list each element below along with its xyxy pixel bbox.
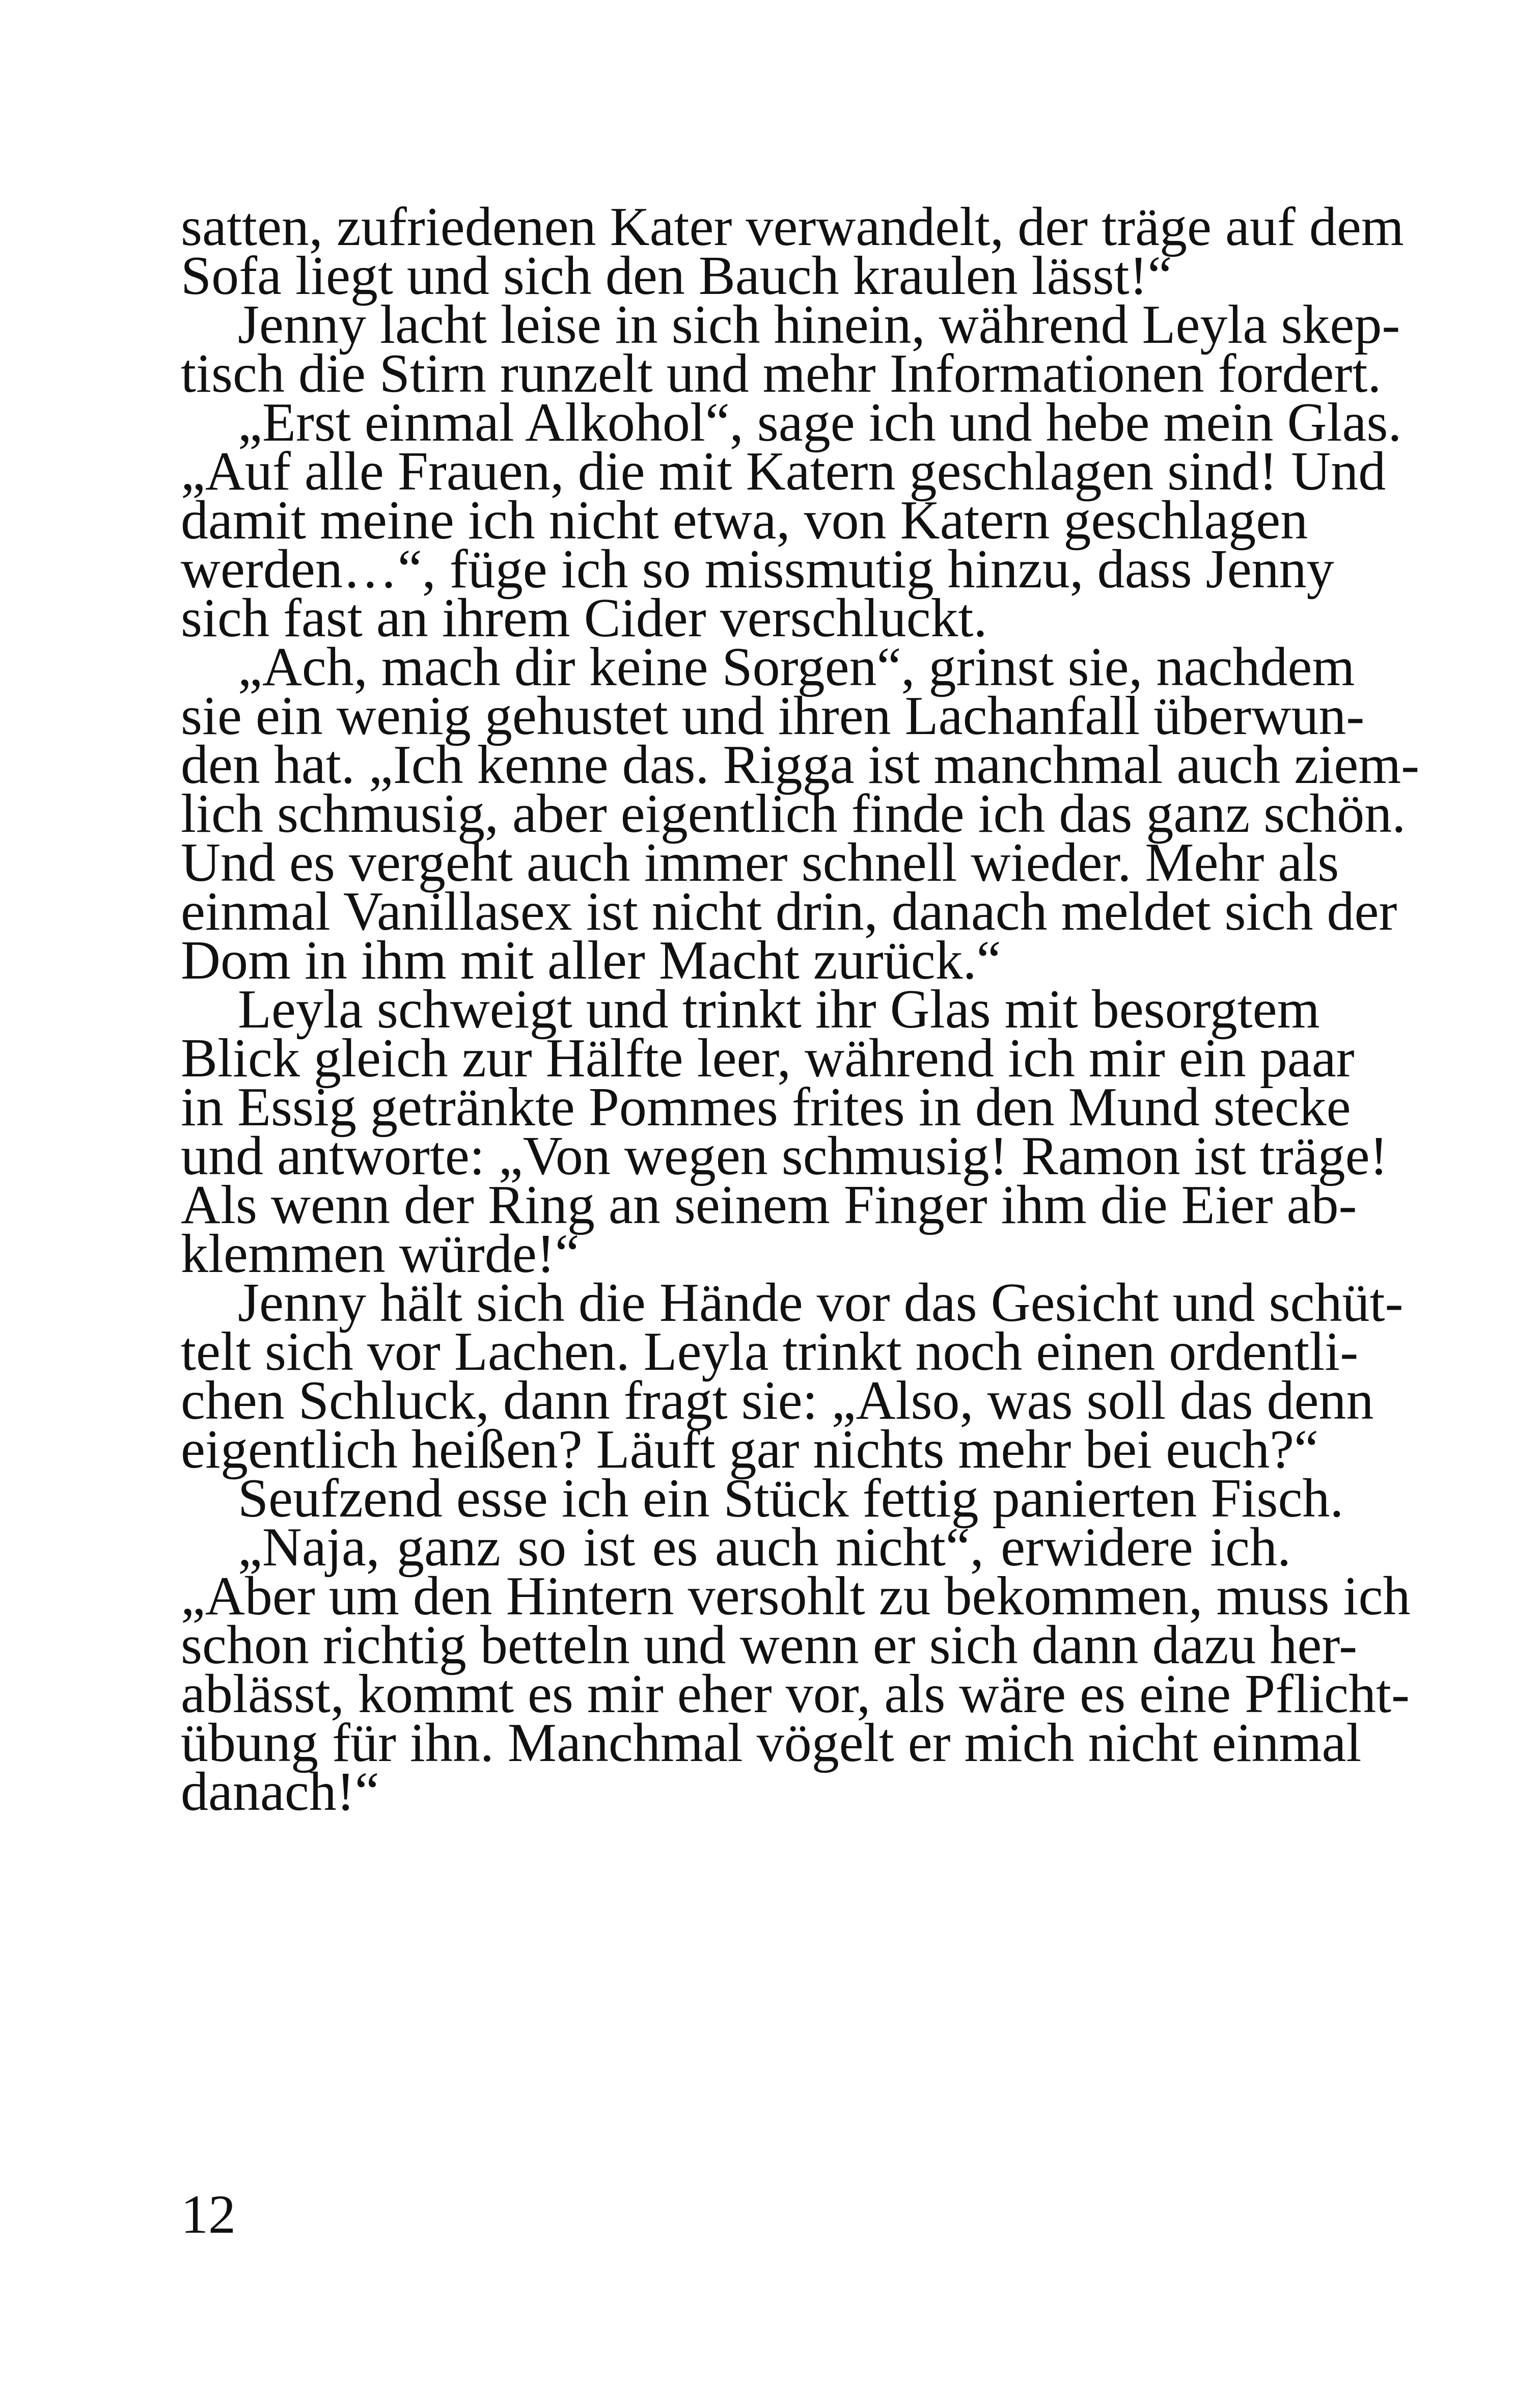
body-text — [181, 197, 1420, 1822]
text-line: Sofa liegt und sich den Bauch kraulen lässt!“ — [181, 246, 1172, 306]
text-line: tisch die Stirn runzelt und mehr Informationen fordert. — [181, 343, 1382, 404]
text-line: ablässt, kommt es mir eher vor, als wäre es eine Pflicht- — [181, 1664, 1410, 1724]
text-line: „Aber um den Hintern versohlt zu bekommen, muss ich — [181, 1566, 1411, 1627]
text-line: Jenny hält sich die Hände vor das Gesicht und schüt- — [238, 1272, 1404, 1333]
text-line: „Auf alle Frauen, die mit Katern geschlagen sind! Und — [181, 441, 1386, 502]
text-line: lich schmusig, aber eigentlich finde ich das ganz schön. — [181, 783, 1406, 844]
text-line: werden…“, füge ich so missmutig hinzu, dass Jenny — [181, 539, 1334, 600]
text-line: und antworte: „Von wegen schmusig! Ramon ist träge! — [181, 1126, 1388, 1186]
text-line: „Erst einmal Alkohol“, sage ich und hebe mein Glas. — [238, 392, 1402, 453]
text-line: übung für ihn. Manchmal vögelt er mich nicht einmal — [181, 1713, 1362, 1773]
text-line: Blick gleich zur Hälfte leer, während ich mir ein paar — [181, 1028, 1355, 1089]
text-line: Dom in ihm mit aller Macht zurück.“ — [181, 930, 1001, 991]
text-line: klemmen würde!“ — [181, 1224, 580, 1284]
text-line: satten, zufriedenen Kater verwandelt, der träge auf dem — [181, 197, 1404, 257]
text-line: telt sich vor Lachen. Leyla trinkt noch einen ordentli- — [181, 1321, 1359, 1382]
text-line: Und es vergeht auch immer schnell wieder. Mehr als — [181, 832, 1339, 893]
text-line: Leyla schweigt und trinkt ihr Glas mit besorgtem — [238, 979, 1320, 1040]
text-line: Seufzend esse ich ein Stück fettig panierten Fisch. — [238, 1468, 1344, 1529]
text-line: sie ein wenig gehustet und ihren Lachanfall überwun- — [181, 686, 1365, 746]
text-line: den hat. „Ich kenne das. Rigga ist manchmal auch ziem- — [181, 735, 1420, 795]
text-line: chen Schluck, dann fragt sie: „Also, was soll das denn — [181, 1370, 1374, 1431]
text-line: eigentlich heißen? Läuft gar nichts mehr bei euch?“ — [181, 1419, 1318, 1480]
text-line: Jenny lacht leise in sich hinein, während Leyla skep- — [238, 294, 1400, 355]
text-line: in Essig getränkte Pommes frites in den Mund stecke — [181, 1077, 1351, 1138]
text-line: damit meine ich nicht etwa, von Katern geschlagen — [181, 490, 1308, 551]
text-line: „Naja, ganz so ist es auch nicht“, erwidere ich. — [238, 1517, 1291, 1578]
text-line: Als wenn der Ring an seinem Finger ihm die Eier ab- — [181, 1175, 1357, 1235]
text-line: einmal Vanillasex ist nicht drin, danach meldet sich der — [181, 881, 1397, 942]
text-line: schon richtig betteln und wenn er sich dann dazu her- — [181, 1615, 1358, 1675]
page-number: 12 — [181, 2184, 236, 2245]
text-line: „Ach, mach dir keine Sorgen“, grinst sie, nachdem — [238, 637, 1355, 697]
text-line: sich fast an ihrem Cider verschluckt. — [181, 588, 987, 648]
text-line: danach!“ — [181, 1762, 379, 1822]
